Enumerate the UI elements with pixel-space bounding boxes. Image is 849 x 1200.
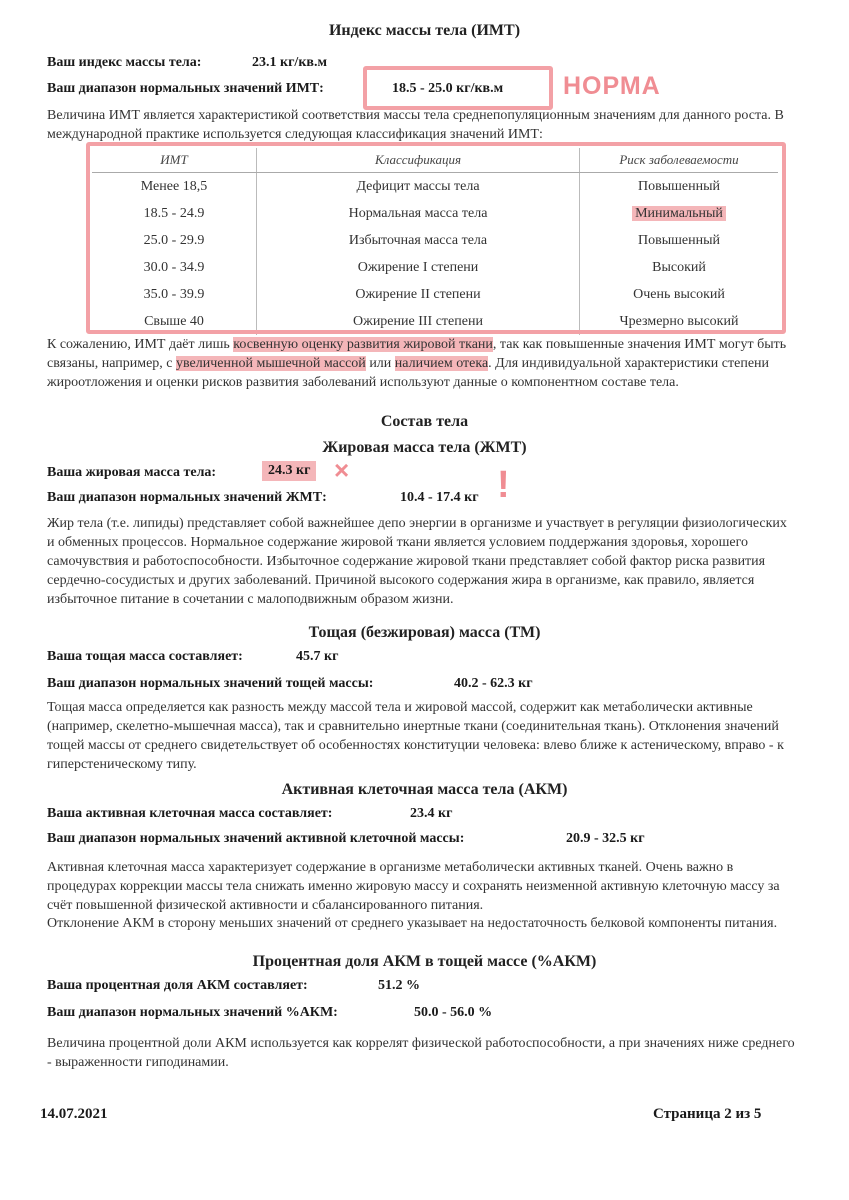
- acm-range-value: 20.9 - 32.5 кг: [566, 831, 645, 846]
- acm-label: Ваша активная клеточная масса составляет:: [47, 806, 333, 821]
- page-title: Индекс массы тела (ИМТ): [328, 22, 521, 39]
- bmi-note-part: , так как повышенные значения ИМТ могут быть связаны, например, с: [47, 337, 787, 371]
- lean-value: 45.7 кг: [296, 649, 339, 664]
- pacm-range-label: Ваш диапазон нормальных значений %АКМ:: [47, 1005, 338, 1020]
- fat-value: [262, 461, 316, 481]
- page-number: Страница 2 из 5: [653, 1106, 762, 1122]
- table-cell: Ожирение I степени: [257, 254, 580, 281]
- acm-description: Активная клеточная масса характеризует содержание в организме метаболически активных тканей. Очень важно в процедурах коррекции массы тела снижать именно жировую массу и сохранять неизменной активную клеточную массу за счёт повышенной физической активности и сбалансированного питания.: [47, 860, 780, 913]
- acm-value: 23.4 кг: [410, 806, 453, 821]
- table-cell: Свыше 40: [92, 308, 257, 335]
- fat-x-mark: ×: [334, 455, 350, 485]
- table-cell: Ожирение III степени: [257, 308, 580, 335]
- table-cell: Высокий: [652, 259, 706, 275]
- highlight-muscle-mass: увеличенной мышечной массой: [176, 356, 366, 371]
- table-cell: 18.5 - 24.9: [92, 200, 257, 227]
- acm-range-label: Ваш диапазон нормальных значений активной клеточной массы:: [47, 831, 465, 846]
- fat-range-value: 10.4 - 17.4 кг: [400, 490, 479, 505]
- bmi-label: Ваш индекс массы тела:: [47, 55, 202, 70]
- body-composition-title: Состав тела: [380, 413, 469, 430]
- fat-label: Ваша жировая масса тела:: [47, 465, 217, 480]
- table-highlight-box: [86, 142, 786, 334]
- norm-annotation: НОРМА: [563, 72, 661, 100]
- table-cell: Менее 18,5: [92, 173, 257, 201]
- table-cell: Повышенный: [637, 232, 720, 248]
- table-cell: 30.0 - 34.9: [92, 254, 257, 281]
- risk-min-highlight: Минимальный: [632, 206, 726, 221]
- lean-section-title: Тощая (безжировая) масса (ТМ): [308, 624, 541, 641]
- table-cell: Повышенный: [637, 178, 720, 194]
- table-cell: Нормальная масса тела: [257, 200, 580, 227]
- bmi-note-text: [47, 335, 792, 392]
- lean-range-value: 40.2 - 62.3 кг: [454, 676, 533, 691]
- table-cell: Чрезмерно высокий: [619, 313, 739, 329]
- acm-section-title: Активная клеточная масса тела (АКМ): [281, 781, 568, 798]
- acm-deviation-note: Отклонение АКМ в сторону меньших значений от среднего указывает на недостаточность белковой компоненты питания.: [47, 916, 778, 931]
- pacm-section-title: Процентная доля АКМ в тощей массе (%АКМ): [252, 953, 597, 970]
- table-cell: Ожирение II степени: [257, 281, 580, 308]
- table-header: Риск заболеваемости: [580, 148, 779, 173]
- fat-description: Жир тела (т.е. липиды) представляет собой важнейшее депо энергии в организме и участвует в регуляции физиологических и обменных процессов. Нормальное содержание жировой ткани является условием поддержания здоровья, хорошего самочувствия и работоспособности. Избыточное содержание жировой ткани представляет собой фактор риска развития сердечно-сосудистых и других заболеваний. Причиной высокого содержания жира в организме, как правило, является избыточное питание в сочетании с малоподвижным образом жизни.: [47, 516, 787, 607]
- bmi-range-highlight-box: [363, 66, 553, 110]
- bmi-value: 23.1 кг/кв.м: [252, 55, 327, 70]
- table-cell: Очень высокий: [633, 286, 725, 302]
- bmi-intro-text: Величина ИМТ является характеристикой соответствия массы тела среднепопуляционным значениям для данного роста. В международной практике используется следующая классификация значений ИМТ:: [47, 108, 784, 142]
- fat-section-title: Жировая масса тела (ЖМТ): [322, 439, 527, 456]
- highlight-edema: наличием отека: [394, 356, 489, 371]
- lean-label: Ваша тощая масса составляет:: [47, 649, 243, 664]
- fat-exclamation-mark: !: [497, 464, 510, 506]
- fat-value-text: 24.3 кг: [268, 463, 311, 478]
- table-header: Классификация: [257, 148, 580, 173]
- lean-range-label: Ваш диапазон нормальных значений тощей массы:: [47, 676, 374, 691]
- pacm-label: Ваша процентная доля АКМ составляет:: [47, 978, 308, 993]
- table-cell: Избыточная масса тела: [257, 227, 580, 254]
- highlight-indirect-estimate: косвенную оценку развития жировой ткани: [233, 337, 493, 352]
- pacm-value: 51.2 %: [378, 978, 420, 993]
- lean-description: Тощая масса определяется как разность между массой тела и жировой массой, содержит как метаболически активные (например, скелетно-мышечная масса), так и сравнительно инертные ткани (соединительная ткань). Отклонения значений тощей массы от среднего свидетельствует об особенностях конституции человека: влево ближе к астеническому, вправо - к гиперстеническому типу.: [47, 700, 784, 772]
- pacm-range-value: 50.0 - 56.0 %: [414, 1005, 493, 1020]
- bmi-note-part: или: [365, 356, 395, 371]
- bmi-range-value: 18.5 - 25.0 кг/кв.м: [392, 81, 504, 96]
- bmi-range-label: Ваш диапазон нормальных значений ИМТ:: [47, 81, 324, 96]
- table-cell: 35.0 - 39.9: [92, 281, 257, 308]
- bmi-note-part: К сожалению, ИМТ даёт лишь: [47, 337, 234, 352]
- pacm-description: Величина процентной доли АКМ используется как коррелят физической работоспособности, а при значениях ниже среднего - выраженности гиподинамии.: [47, 1036, 795, 1070]
- table-cell: Дефицит массы тела: [257, 173, 580, 201]
- report-date: 14.07.2021: [40, 1106, 108, 1122]
- fat-range-label: Ваш диапазон нормальных значений ЖМТ:: [47, 490, 327, 505]
- table-cell: 25.0 - 29.9: [92, 227, 257, 254]
- bmi-note-part: . Для индивидуальной характеристики степени жироотложения и оценки рисков развития заболеваний используют данные о компонентном составе тела.: [47, 356, 770, 390]
- table-header: ИМТ: [92, 148, 257, 173]
